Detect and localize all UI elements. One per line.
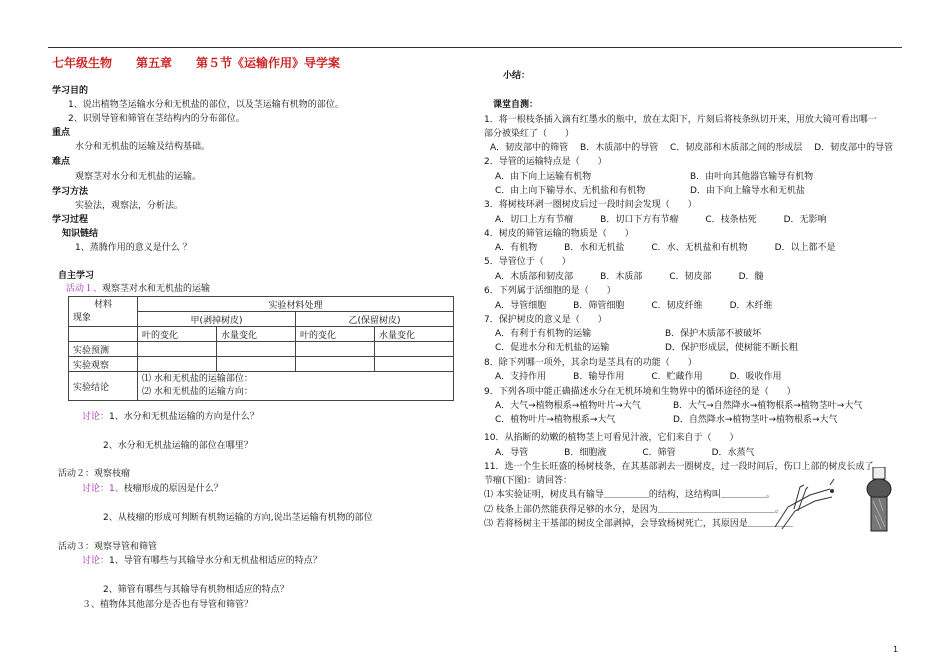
activity-2: 活动２：观察枝瘤 bbox=[58, 469, 131, 479]
predict-row-header: 实验预测 bbox=[69, 342, 138, 357]
question-1-line-2: 部分被染红了（ ） bbox=[484, 129, 575, 139]
question-9-option-d: D．自然降水→植物茎叶→植物根系→大气 bbox=[673, 415, 838, 425]
header-rule bbox=[48, 47, 902, 48]
conclusion-cell bbox=[138, 372, 454, 401]
answer-cell bbox=[217, 342, 296, 357]
heading-difficulty: 难点 bbox=[52, 157, 71, 167]
heading-link: 知识链结 bbox=[62, 229, 99, 239]
question-4-options: A．有机物 B．水和无机盐 C．水、无机盐和有机物 D．以上都不是 bbox=[495, 243, 836, 253]
discussion-2-q2: 2、从枝瘤的形成可判断有机物运输的方向,说出茎运输有机物的部位 bbox=[103, 513, 373, 523]
branch-sketch bbox=[775, 479, 834, 529]
group-jia-header: 甲(剥掉树皮) bbox=[138, 312, 296, 327]
discussion-label: 讨论： bbox=[82, 556, 110, 566]
method-text: 实验法，观察法，分析法。 bbox=[75, 201, 184, 211]
question-1-line-1: 1．将一根枝条插入滴有红墨水的瓶中，放在太阳下，片刻后将枝条纵切开来，用放大镜可看出哪一 bbox=[484, 115, 877, 125]
question-9: 9．下列各项中能正确描述水分在无机环境和生物界中的循环途径的是（ ） bbox=[484, 387, 796, 397]
answer-cell bbox=[217, 357, 296, 372]
material-header: 材料 bbox=[93, 300, 112, 310]
question-11-line-2: 节瘤(下图)：请回答： bbox=[484, 476, 573, 486]
question-9-option-c: C．植物叶片→植物根系→大气 bbox=[495, 415, 616, 425]
answer-cell bbox=[138, 357, 217, 372]
empty-cell bbox=[69, 327, 138, 342]
question-11-part-3: ⑶ 若将杨树主干基部的树皮全部剥掉，会导致杨树死亡，其原因是＿＿＿＿＿ bbox=[484, 519, 793, 529]
question-7: 7．保护树皮的意义是（ ） bbox=[484, 315, 607, 325]
treatment-header: 实验材料处理 bbox=[138, 297, 454, 312]
jia-leaf-header: 叶的变化 bbox=[138, 327, 217, 342]
question-7-option-c: C．促进水分和无机盐的运输 bbox=[495, 343, 610, 353]
link-question-1: 1、蒸腾作用的意义是什么 ？ bbox=[75, 243, 192, 253]
question-2-option-b: B．由叶向其他器官输导有机物 bbox=[690, 172, 814, 182]
discussion-2 bbox=[82, 483, 223, 495]
conclusion-row-header: 实验结论 bbox=[69, 372, 138, 401]
answer-cell bbox=[375, 357, 454, 372]
discussion-label: 讨论： bbox=[82, 412, 110, 422]
discussion-1-q1: 1、水分和无机盐运输的方向是什么？ bbox=[109, 412, 259, 422]
jia-water-header: 水量变化 bbox=[217, 327, 296, 342]
question-2: 2．导管的运输特点是（ ） bbox=[484, 157, 607, 167]
question-8: 8．除下列哪一项外，其余均是茎具有的功能（ ） bbox=[484, 358, 697, 368]
table-corner bbox=[69, 297, 138, 327]
question-11-part-1: ⑴ 本实验证明，树皮具有输导＿＿＿＿＿的结构，这结构叫＿＿＿＿＿。 bbox=[484, 490, 775, 500]
heading-key: 重点 bbox=[52, 128, 71, 138]
question-7-option-b: B．保护木质部不被破坏 bbox=[665, 329, 762, 339]
question-7-option-a: A．有利于有机物的运输 bbox=[495, 329, 592, 339]
answer-cell bbox=[296, 342, 375, 357]
experiment-table bbox=[68, 296, 454, 401]
answer-cell bbox=[138, 342, 217, 357]
answer-cell bbox=[375, 342, 454, 357]
question-3-options: A．切口上方有节瘤 B．切口下方有节瘤 C．枝条枯死 D．无影响 bbox=[495, 215, 827, 225]
question-4: 4．树皮的筛管运输的物质是（ ） bbox=[484, 229, 634, 239]
activity-1-label: 活动１、 bbox=[66, 284, 103, 294]
observe-row-header: 实验观察 bbox=[69, 357, 138, 372]
page-number: 1 bbox=[893, 645, 899, 654]
discussion-2-q1: 枝瘤形成的原因是什么？ bbox=[123, 484, 223, 494]
question-10-options: A．导管 B．细胞液 C．筛管 D．水蒸气 bbox=[495, 448, 755, 458]
question-5: 5．导管位于（ ） bbox=[484, 257, 571, 267]
discussion-3-q2: 2、筛管有哪些与其输导有机物相适应的特点？ bbox=[103, 585, 289, 595]
discussion-3 bbox=[82, 555, 322, 567]
question-6: 6．下列属于活细胞的是（ ） bbox=[484, 286, 616, 296]
aim-1: 1、说出植物茎运输水分和无机盐的部位，以及茎运输有机物的部位。 bbox=[68, 100, 344, 110]
discussion-label: 讨论： bbox=[82, 484, 110, 494]
discussion-3-q3: ３、植物体其他部分是否也有导管和筛管？ bbox=[82, 600, 254, 610]
question-9-option-a: A．大气→植物根系→植物叶片→大气 bbox=[495, 401, 641, 411]
question-2-option-a: A．由下向上运输有机物 bbox=[495, 172, 592, 182]
branch-nodule-illustration bbox=[770, 467, 905, 532]
self-test-heading: 课堂自测： bbox=[493, 100, 539, 110]
question-2-option-c: C．由上向下输导水、无机盐和有机物 bbox=[495, 186, 646, 196]
conclusion-2: ⑵ 水和无机盐的运输方向： bbox=[142, 387, 253, 397]
question-5-options: A．木质部和韧皮部 B．木质部 C．韧皮部 D．髓 bbox=[495, 272, 764, 282]
heading-aim: 学习目的 bbox=[52, 86, 89, 96]
summary-heading: 小结： bbox=[503, 71, 531, 81]
page-title: 七年级生物 第五章 第５节《运输作用》导学案 bbox=[52, 56, 341, 70]
activity-3: 活动３：观察导管和筛管 bbox=[58, 542, 158, 552]
question-11-part-2: ⑵ 枝条上部仍然能获得足够的水分，是因为＿＿＿＿＿＿＿＿＿＿＿＿＿。 bbox=[484, 505, 784, 515]
discussion-1-q2: 2、水分和无机盐运输的部位在哪里？ bbox=[103, 441, 253, 451]
question-7-option-d: D．保护形成层，使树能不断长粗 bbox=[665, 343, 798, 353]
answer-cell bbox=[296, 357, 375, 372]
question-8-options: A．支持作用 B．输导作用 C．贮藏作用 D．吸收作用 bbox=[495, 372, 782, 382]
aim-2: 2、识别导管和筛管在茎结构内的分布部位。 bbox=[68, 114, 245, 124]
question-1-options: A．韧皮部中的筛管 B．木质部中的导管 C．韧皮部和木质部之间的形成层 D．韧皮部中的导管 bbox=[490, 143, 894, 153]
discussion-1 bbox=[82, 411, 259, 423]
group-yi-header: 乙(保留树皮) bbox=[296, 312, 454, 327]
activity-1 bbox=[66, 283, 210, 295]
question-10: 10．从掐断的幼嫩的植物茎上可看见汁液，它们来自于（ ） bbox=[484, 433, 739, 443]
trunk-nodule-sketch bbox=[867, 467, 891, 531]
heading-self-study: 自主学习 bbox=[58, 271, 95, 281]
yi-water-header: 水量变化 bbox=[375, 327, 454, 342]
discussion-3-q1: 1、导管有哪些与其输导水分和无机盐相适应的特点？ bbox=[109, 556, 322, 566]
difficulty-text: 观察茎对水分和无机盐的运输。 bbox=[75, 172, 202, 182]
conclusion-1: ⑴ 水和无机盐的运输部位： bbox=[142, 374, 253, 384]
phenomenon-header: 现象 bbox=[73, 313, 92, 323]
question-9-option-b: B．大气→自然降水→植物根系→植物茎叶→大气 bbox=[673, 401, 863, 411]
question-2-option-d: D．由下向上输导水和无机盐 bbox=[690, 186, 805, 196]
question-3: 3．将树枝环剥一圈树皮后过一段时间会发现（ ） bbox=[484, 200, 697, 210]
key-text: 水分和无机盐的运输及结构基础。 bbox=[75, 142, 211, 152]
activity-1-text: 观察茎对水和无机盐的运输 bbox=[102, 284, 211, 294]
question-11-line-1: 11．选一个生长旺盛的杨树枝条，在其基部剥去一圈树皮，过一段时间后，伤口上部的树皮长成了 bbox=[484, 462, 874, 472]
heading-process: 学习过程 bbox=[52, 215, 89, 225]
question-6-options: A．导管细胞 B．筛管细胞 C．韧皮纤维 D．木纤维 bbox=[495, 301, 773, 311]
discussion-2-num: 1、 bbox=[109, 484, 124, 494]
yi-leaf-header: 叶的变化 bbox=[296, 327, 375, 342]
heading-method: 学习方法 bbox=[52, 187, 89, 197]
